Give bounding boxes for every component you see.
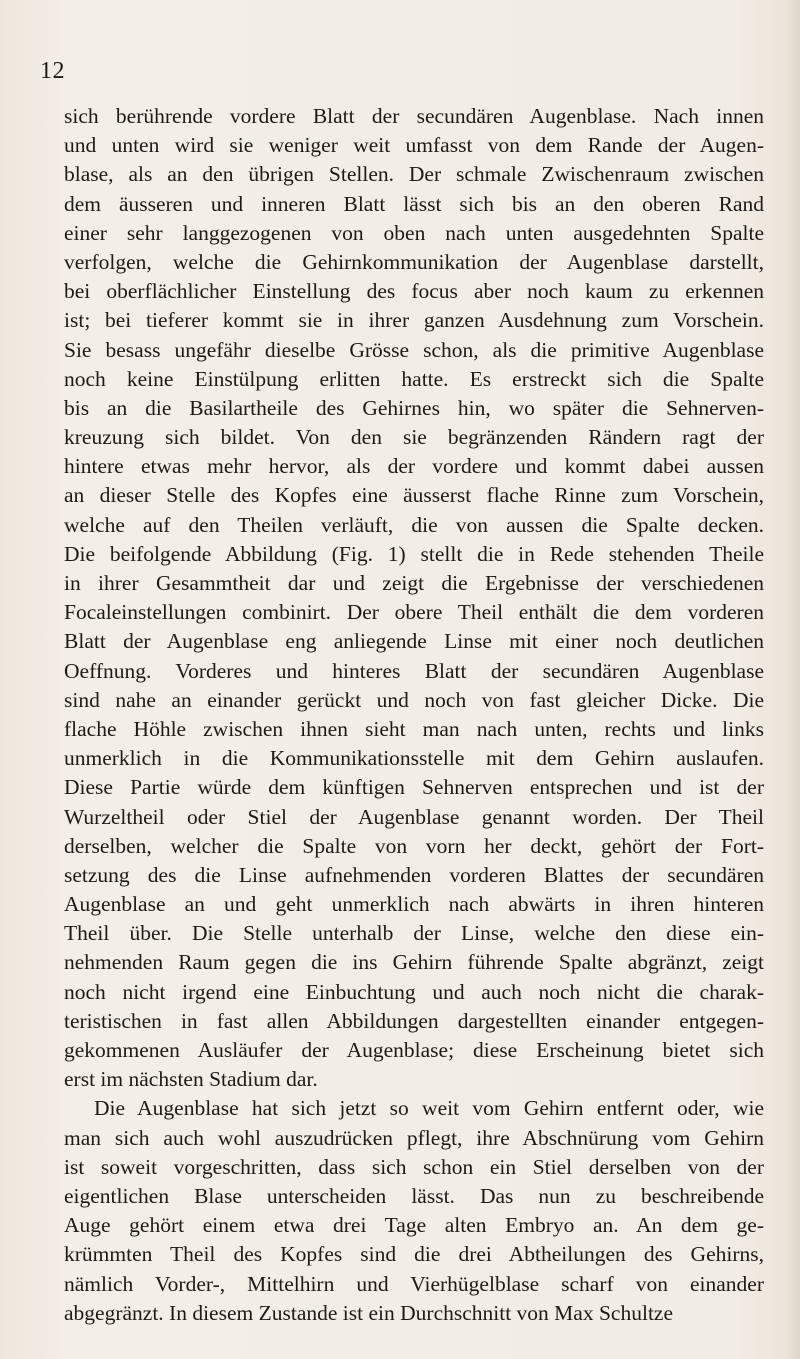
text-line: Focaleinstellungen combinirt. Der obere Theil enthält die dem vorderen	[64, 600, 764, 625]
text-line: dem äusseren und inneren Blatt lässt sich bis an den oberen Rand	[64, 191, 764, 216]
text-line: sich berührende vordere Blatt der secundären Augenblase. Nach innen	[64, 104, 764, 128]
text-line: noch keine Einstülpung erlitten hatte. Es erstreckt sich die Spalte	[64, 366, 764, 391]
text-line: setzung des die Linse aufnehmenden vorderen Blattes der secundären	[64, 862, 764, 887]
text-line: eigentlichen Blase unterscheiden lässt. Das nun zu beschreibende	[64, 1183, 764, 1208]
text-line: verfolgen, welche die Gehirnkommunikation der Augenblase darstellt,	[64, 249, 764, 274]
body-text	[64, 102, 764, 1328]
text-line: Theil über. Die Stelle unterhalb der Linse, welche den diese ein-	[64, 921, 764, 946]
text-line: welche auf den Theilen verläuft, die von aussen die Spalte decken.	[64, 512, 764, 537]
text-line: blase, als an den übrigen Stellen. Der schmale Zwischenraum zwischen	[64, 162, 764, 187]
text-line: bei oberflächlicher Einstellung des focus aber noch kaum zu erkennen	[64, 279, 764, 304]
text-line: Die Augenblase hat sich jetzt so weit vom Gehirn entfernt oder, wie	[94, 1096, 764, 1121]
text-line: noch nicht irgend eine Einbuchtung und auch noch nicht die charak-	[64, 979, 764, 1004]
text-line: krümmten Theil des Kopfes sind die drei Abtheilungen des Gehirns,	[64, 1242, 764, 1267]
text-line: nämlich Vorder-, Mittelhirn und Vierhügelblase scharf von einander	[64, 1271, 764, 1296]
text-line: und unten wird sie weniger weit umfasst von dem Rande der Augen-	[64, 133, 764, 158]
page-number: 12	[40, 58, 65, 84]
text-line: in ihrer Gesammtheit dar und zeigt die Ergebnisse der verschiedenen	[64, 571, 764, 595]
page-edge-shadow	[786, 0, 800, 1359]
text-line: Diese Partie würde dem künftigen Sehnerven entsprechen und ist der	[64, 775, 764, 800]
text-line: nehmenden Raum gegen die ins Gehirn führende Spalte abgränzt, zeigt	[64, 950, 764, 975]
text-line: sind nahe an einander gerückt und noch von fast gleicher Dicke. Die	[64, 687, 764, 712]
text-line: derselben, welcher die Spalte von vorn her deckt, gehört der Fort-	[64, 833, 764, 858]
text-line: Auge gehört einem etwa drei Tage alten Embryo an. An dem ge-	[64, 1213, 764, 1238]
text-line: Blatt der Augenblase eng anliegende Linse mit einer noch deutlichen	[64, 629, 764, 654]
text-line: flache Höhle zwischen ihnen sieht man nach unten, rechts und links	[64, 716, 764, 741]
text-line: teristischen in fast allen Abbildungen dargestellten einander entgegen-	[64, 1008, 764, 1033]
text-line: gekommenen Ausläufer der Augenblase; diese Erscheinung bietet sich	[64, 1038, 764, 1062]
text-line: abgegränzt. In diesem Zustande ist ein Durchschnitt von Max Schultze	[64, 1300, 674, 1325]
text-line: Sie besass ungefähr dieselbe Grösse schon, als die primitive Augenblase	[64, 337, 764, 362]
text-line: Augenblase an und geht unmerklich nach abwärts in ihren hinteren	[64, 892, 764, 917]
text-line: man sich auch wohl auszudrücken pflegt, ihre Abschnürung vom Gehirn	[64, 1125, 764, 1150]
text-line: Wurzeltheil oder Stiel der Augenblase genannt worden. Der Theil	[64, 804, 764, 829]
text-line: einer sehr langgezogenen von oben nach unten ausgedehnten Spalte	[64, 220, 764, 245]
text-line: an dieser Stelle des Kopfes eine äusserst flache Rinne zum Vorschein,	[64, 483, 764, 508]
text-line: unmerklich in die Kommunikationsstelle mit dem Gehirn auslaufen.	[64, 746, 764, 771]
text-line: ist; bei tieferer kommt sie in ihrer ganzen Ausdehnung zum Vorschein.	[64, 308, 764, 333]
paragraph	[64, 102, 764, 1094]
text-line: hintere etwas mehr hervor, als der vordere und kommt dabei aussen	[64, 454, 764, 479]
text-line: Oeffnung. Vorderes und hinteres Blatt der secundären Augenblase	[64, 658, 764, 683]
text-line: bis an die Basilartheile des Gehirnes hin, wo später die Sehnerven-	[64, 395, 764, 420]
text-line: kreuzung sich bildet. Von den sie begränzenden Rändern ragt der	[64, 425, 764, 450]
text-line: Die beifolgende Abbildung (Fig. 1) stellt die in Rede stehenden Theile	[64, 541, 764, 566]
text-line: erst im nächsten Stadium dar.	[64, 1067, 318, 1092]
paragraph	[64, 1094, 764, 1328]
text-line: ist soweit vorgeschritten, dass sich schon ein Stiel derselben von der	[64, 1154, 764, 1179]
